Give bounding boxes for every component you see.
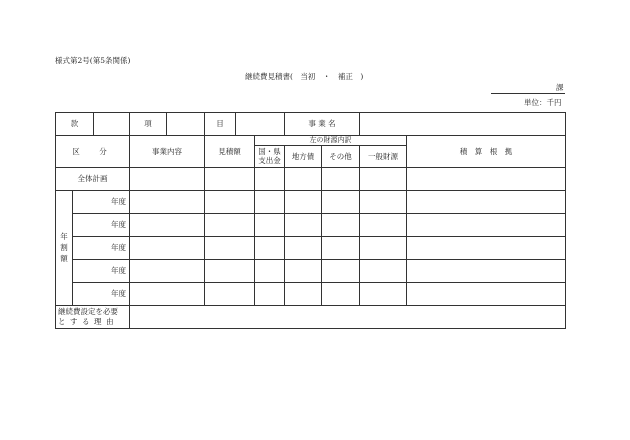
cell[interactable] — [360, 167, 407, 190]
cell[interactable] — [360, 190, 407, 213]
cell[interactable] — [285, 213, 322, 236]
moku-value[interactable] — [236, 113, 285, 136]
zentai-keikaku-label: 全体計画 — [56, 167, 130, 190]
cell[interactable] — [360, 259, 407, 282]
cell[interactable] — [322, 236, 360, 259]
cell[interactable] — [255, 190, 285, 213]
reason-label — [56, 305, 130, 328]
year-label: 年度 — [73, 190, 130, 213]
cell[interactable] — [322, 213, 360, 236]
year-label: 年度 — [73, 236, 130, 259]
year-row — [56, 236, 566, 259]
kubun-header: 区 分 — [56, 136, 130, 168]
cell[interactable] — [205, 213, 255, 236]
zaigen-group-header: 左の財源内訳 — [255, 136, 407, 146]
cell[interactable] — [322, 259, 360, 282]
year-row — [56, 213, 566, 236]
cell[interactable] — [255, 259, 285, 282]
cell[interactable] — [285, 190, 322, 213]
cell[interactable] — [407, 167, 566, 190]
nenwari-label — [56, 190, 73, 305]
cell[interactable] — [130, 167, 205, 190]
sonota-header: その他 — [322, 145, 360, 167]
cell[interactable] — [360, 282, 407, 305]
cell[interactable] — [255, 236, 285, 259]
reason-row — [56, 305, 566, 328]
kuni-ken-line2: 支出金 — [258, 156, 281, 166]
jigyo-mei-label: 事 業 名 — [285, 113, 360, 136]
cell[interactable] — [285, 282, 322, 305]
estimate-table — [55, 112, 566, 329]
kou-value[interactable] — [167, 113, 205, 136]
cell[interactable] — [322, 167, 360, 190]
kan-label: 款 — [56, 113, 94, 136]
cell[interactable] — [407, 282, 566, 305]
zentai-keikaku-row — [56, 167, 566, 190]
cell[interactable] — [285, 236, 322, 259]
reason-line2: とする理由 — [58, 316, 118, 326]
kan-value[interactable] — [94, 113, 130, 136]
cell[interactable] — [255, 282, 285, 305]
year-row — [56, 259, 566, 282]
cell[interactable] — [205, 259, 255, 282]
sekisan-konkyo-header: 積 算 根 拠 — [407, 136, 566, 168]
year-row — [56, 190, 566, 213]
cell[interactable] — [407, 236, 566, 259]
jigyo-mei-value[interactable] — [360, 113, 566, 136]
cell[interactable] — [285, 167, 322, 190]
cell[interactable] — [360, 236, 407, 259]
form-number: 様式第2号(第5条関係) — [55, 56, 131, 65]
cell[interactable] — [205, 236, 255, 259]
moku-label: 目 — [205, 113, 236, 136]
cell[interactable] — [130, 282, 205, 305]
kuni-ken-header — [255, 145, 285, 167]
cell[interactable] — [205, 282, 255, 305]
kuni-ken-line1: 国・県 — [258, 146, 281, 156]
year-label: 年度 — [73, 282, 130, 305]
cell[interactable] — [130, 190, 205, 213]
chihosai-header: 地方債 — [285, 145, 322, 167]
reason-line1: 継続費設定を必要 — [58, 307, 118, 317]
year-row — [56, 282, 566, 305]
jigyo-naiyo-header: 事業内容 — [130, 136, 205, 168]
cell[interactable] — [322, 190, 360, 213]
reason-value[interactable] — [130, 305, 566, 328]
cell[interactable] — [205, 190, 255, 213]
document-title: 継続費見積書( 当初 ・ 補正 ) — [245, 72, 364, 81]
nenwari-char: 割 — [60, 243, 68, 253]
year-label: 年度 — [73, 259, 130, 282]
ippan-zaigen-header: 一般財源 — [360, 145, 407, 167]
cell[interactable] — [255, 167, 285, 190]
department-underline — [491, 93, 565, 94]
cell[interactable] — [285, 259, 322, 282]
cell[interactable] — [130, 213, 205, 236]
year-label: 年度 — [73, 213, 130, 236]
cell[interactable] — [205, 167, 255, 190]
header-row-1 — [56, 136, 566, 146]
cell[interactable] — [130, 236, 205, 259]
department-suffix: 課 — [556, 83, 564, 92]
mitsumori-gaku-header: 見積額 — [205, 136, 255, 168]
cell[interactable] — [255, 213, 285, 236]
kou-label: 項 — [130, 113, 167, 136]
cell[interactable] — [407, 190, 566, 213]
cell[interactable] — [322, 282, 360, 305]
unit-label: 単位：千円 — [524, 98, 562, 107]
cell[interactable] — [407, 213, 566, 236]
nenwari-char: 額 — [60, 254, 68, 264]
cell[interactable] — [130, 259, 205, 282]
top-row — [56, 113, 566, 136]
cell[interactable] — [407, 259, 566, 282]
cell[interactable] — [360, 213, 407, 236]
nenwari-char: 年 — [60, 231, 68, 241]
